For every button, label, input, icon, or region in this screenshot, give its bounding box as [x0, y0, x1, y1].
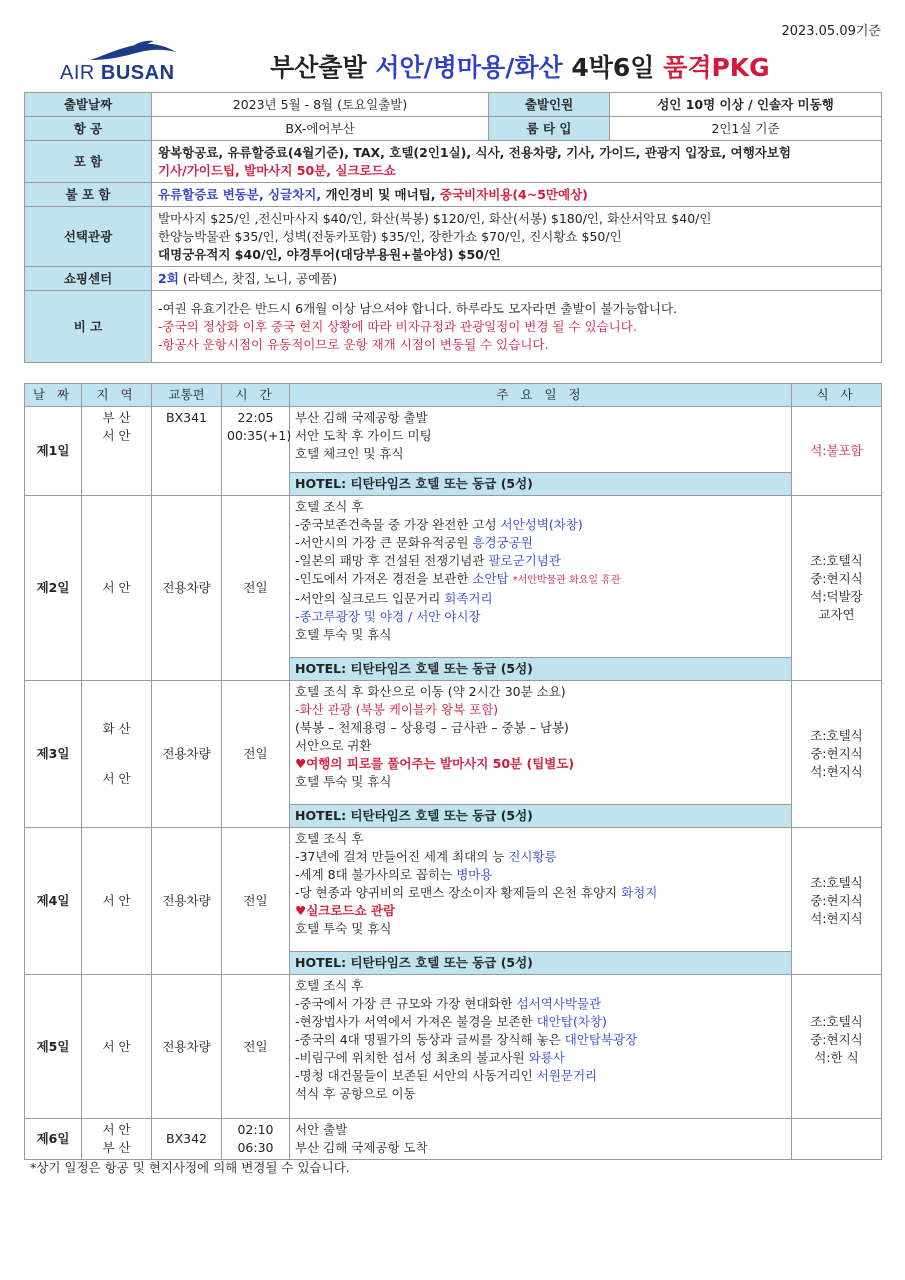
day4-line1: 호텔 조식 후 [295, 831, 364, 846]
day4-meal3: 석:현지식 [810, 911, 863, 926]
day4-time: 전일 [222, 828, 290, 975]
remark-2: -중국의 정상화 이후 중국 현지 상황에 따라 비자규정과 관광일정이 변경 될 수 있습니다. [158, 318, 637, 334]
day5-line4 [295, 1031, 786, 1049]
day4-line4b: 화청지 [621, 885, 658, 900]
day4-meal2: 중:현지식 [810, 893, 863, 908]
day4-meal [792, 828, 882, 975]
day2-line6 [295, 590, 786, 608]
optional-line3: 대명궁유적지 $40/인, 야경투어(대당부용원+불야성) $50/인 [158, 246, 501, 262]
info-table [24, 92, 882, 363]
room-type-value: 2인1실 기준 [610, 117, 882, 141]
day3-time: 전일 [222, 681, 290, 828]
departure-date-value: 2023년 5월 - 8월 (토요일출발) [152, 93, 489, 117]
day2-meal3: 석:덕발장 [810, 589, 863, 604]
included-line1: 왕복항공료, 유류할증료(4월기준), TAX, 호텔(2인1실), 식사, 전용차량, 기사, 가이드, 관광지 입장료, 여행자보험 [158, 144, 791, 160]
day4-line3b: 병마용 [456, 867, 493, 882]
day2-line7: -종고루광장 및 야경 / 서안 야시장 [295, 609, 481, 624]
logo-text [60, 62, 175, 85]
day1-region1: 부 산 [102, 410, 131, 425]
day3-region-spacer [87, 738, 146, 770]
day3-line2: -화산 관광 (북봉 케이블카 왕복 포함) [295, 702, 499, 717]
day4-line2b: 진시황릉 [508, 849, 557, 864]
day5-region: 서 안 [82, 975, 152, 1119]
day3-meal1: 조:호텔식 [810, 728, 863, 743]
excluded-value [152, 183, 882, 207]
day1-time2: 00:35(+1) [227, 428, 292, 443]
day4-line6: 호텔 투숙 및 휴식 [295, 921, 392, 936]
day1-region [82, 407, 152, 496]
day2-line5b: 소안탑 [472, 571, 509, 586]
remark-3: -항공사 운항시점이 유동적이므로 운항 재개 시점이 변동될 수 있습니다. [158, 336, 549, 352]
day5-transport: 전용차량 [152, 975, 222, 1119]
day6-region1: 서 안 [102, 1122, 131, 1137]
day3-transport: 전용차량 [152, 681, 222, 828]
day6-time1: 02:10 [237, 1122, 274, 1137]
day4-line4a: -당 현종과 양귀비의 로맨스 장소이자 황제들의 온천 휴양지 [295, 885, 622, 900]
day2-label: 제2일 [25, 496, 82, 681]
header-region: 지 역 [82, 384, 152, 407]
header-itinerary: 주 요 일 정 [290, 384, 792, 407]
day4-label: 제4일 [25, 828, 82, 975]
header-date: 날 짜 [25, 384, 82, 407]
day4-line3a: -세계 8대 불가사의로 꼽히는 [295, 867, 457, 882]
day3-line1: 호텔 조식 후 화산으로 이동 (약 2시간 30분 소요) [295, 684, 566, 699]
logo-busan: BUSAN [100, 62, 175, 84]
excluded-part1: 유류할증료 변동분, 싱글차지, [158, 186, 322, 202]
day4-region: 서 안 [82, 828, 152, 975]
day3-hotel: HOTEL: 티탄타임즈 호텔 또는 동급 (5성) [290, 805, 792, 828]
shopping-label: 쇼핑센터 [25, 267, 152, 291]
day4-line2 [295, 848, 786, 866]
day5-line6 [295, 1067, 786, 1085]
day6-meal [792, 1119, 882, 1160]
day2-line5 [295, 570, 786, 590]
departure-people-value: 성인 10명 이상 / 인솔자 미동행 [610, 93, 882, 117]
day5-label: 제5일 [25, 975, 82, 1119]
shopping-value [152, 267, 882, 291]
day6-line2: 부산 김해 국제공항 도착 [295, 1140, 428, 1155]
day4-hotel: HOTEL: 티탄타임즈 호텔 또는 동급 (5성) [290, 952, 792, 975]
header-time: 시 간 [222, 384, 290, 407]
day2-line5a: -인도에서 가져온 경전을 보관한 [295, 571, 473, 586]
day6-region [82, 1119, 152, 1160]
day4-meal1: 조:호텔식 [810, 875, 863, 890]
date-basis: 2023.05.09기준 [781, 24, 881, 39]
day5-meal3: 석:한 식 [814, 1050, 859, 1065]
day2-itinerary [290, 496, 792, 658]
departure-date-label: 출발날짜 [25, 93, 152, 117]
day2-region: 서 안 [82, 496, 152, 681]
day5-line7: 석식 후 공항으로 이동 [295, 1086, 416, 1101]
day5-line5 [295, 1049, 786, 1067]
day6-region2: 부 산 [102, 1140, 131, 1155]
day5-itinerary [290, 975, 792, 1119]
day1-line1: 부산 김해 국제공항 출발 [295, 410, 428, 425]
day3-line3: (북봉 – 천제용령 – 상용령 – 금사관 – 중봉 – 남봉) [295, 720, 569, 735]
day1-line3: 호텔 체크인 및 휴식 [295, 446, 404, 461]
day2-line2a: -중국보존건축물 중 가장 완전한 고성 [295, 517, 501, 532]
remarks-value [152, 291, 882, 363]
day2-line3a: -서안시의 가장 큰 문화유적공원 [295, 535, 473, 550]
header-meal: 식 사 [792, 384, 882, 407]
title-part4: 품격PKG [663, 53, 770, 82]
optional-line1: 발마사지 $25/인 ,전신마사지 $40/인, 화산(북봉) $120/인, 화산(서봉) $180/인, 화산서악묘 $40/인 [158, 210, 712, 226]
day1-region2: 서 안 [102, 428, 131, 443]
day2-line6b: 회족거리 [444, 591, 493, 606]
day2-line4 [295, 552, 786, 570]
day2-line6a: -서안의 실크로드 입문거리 [295, 591, 445, 606]
shopping-detail: (라텍스, 찻집, 노니, 공예품) [182, 270, 338, 286]
day3-label: 제3일 [25, 681, 82, 828]
included-label: 포 함 [25, 141, 152, 183]
optional-line2: 한양능박물관 $35/인, 성벽(전동카포함) $35/인, 장한가쇼 $70/인, 진시황쇼 $50/인 [158, 228, 622, 244]
day2-meal [792, 496, 882, 681]
airline-value: BX-에어부산 [152, 117, 489, 141]
day5-line2b: 섬서역사박물관 [516, 996, 602, 1011]
day3-line5: ♥여행의 피로를 풀어주는 발마사지 50분 (팁별도) [295, 756, 575, 771]
day5-line6b: 서원문거리 [536, 1068, 598, 1083]
airline-label: 항 공 [25, 117, 152, 141]
day2-line2b: 서안성벽(차창) [500, 517, 583, 532]
day5-line6a: -명청 대건물들이 보존된 서안의 사동거리인 [295, 1068, 537, 1083]
day5-line2 [295, 995, 786, 1013]
day6-label: 제6일 [25, 1119, 82, 1160]
included-value [152, 141, 882, 183]
day3-region1: 화 산 [102, 721, 131, 736]
day3-meal2: 중:현지식 [810, 746, 863, 761]
day4-line5: ♥실크로드쇼 관람 [295, 903, 396, 918]
day4-line4 [295, 884, 786, 902]
logo-air: AIR [60, 62, 95, 84]
day2-time: 전일 [222, 496, 290, 681]
day4-transport: 전용차량 [152, 828, 222, 975]
shopping-count: 2회 [158, 270, 179, 286]
day6-itinerary [290, 1119, 792, 1160]
day3-itinerary [290, 681, 792, 805]
day4-line3 [295, 866, 786, 884]
excluded-part2: 개인경비 및 매너팁, [325, 186, 436, 202]
day2-transport: 전용차량 [152, 496, 222, 681]
day5-line2a: -중국에서 가장 큰 규모와 가장 현대화한 [295, 996, 517, 1011]
day2-line3 [295, 534, 786, 552]
day1-time [222, 407, 290, 496]
day2-meal1: 조:호텔식 [810, 553, 863, 568]
optional-value [152, 207, 882, 267]
day1-time1: 22:05 [237, 410, 274, 425]
day1-itinerary [290, 407, 792, 473]
title-part3: 4박6일 [571, 53, 655, 82]
day1-line2: 서안 도착 후 가이드 미팅 [295, 428, 432, 443]
day3-meal3: 석:현지식 [810, 764, 863, 779]
day2-line3b: 흥경궁공원 [472, 535, 533, 550]
day2-line4b: 팔로군기념관 [488, 553, 561, 568]
excluded-part3: 중국비자비용(4~5만예상) [439, 186, 588, 202]
day1-hotel: HOTEL: 티탄타임즈 호텔 또는 동급 (5성) [290, 473, 792, 496]
page-title [270, 48, 770, 84]
optional-label: 선택관광 [25, 207, 152, 267]
day5-line1: 호텔 조식 후 [295, 978, 364, 993]
day5-meal2: 중:현지식 [810, 1032, 863, 1047]
day5-line3 [295, 1013, 786, 1031]
day2-line1: 호텔 조식 후 [295, 499, 364, 514]
air-busan-logo [58, 40, 188, 86]
schedule-table [24, 383, 882, 1160]
day6-time [222, 1119, 290, 1160]
day6-time2: 06:30 [237, 1140, 274, 1155]
day1-label: 제1일 [25, 407, 82, 496]
day5-line5b: 와룡사 [528, 1050, 565, 1065]
day3-line6: 호텔 투숙 및 휴식 [295, 774, 392, 789]
footer-note: *상기 일정은 항공 및 현지사정에 의해 변경될 수 있습니다. [30, 1160, 350, 1175]
day1-meal: 석:불포함 [792, 407, 882, 496]
day5-time: 전일 [222, 975, 290, 1119]
day5-line4a: -중국의 4대 명필가의 동상과 글씨를 장식해 놓은 [295, 1032, 565, 1047]
day6-line1: 서안 출발 [295, 1122, 348, 1137]
day2-hotel: HOTEL: 티탄타임즈 호텔 또는 동급 (5성) [290, 658, 792, 681]
day5-line5a: -비림구에 위치한 섬서 성 최초의 불교사원 [295, 1050, 529, 1065]
day3-region [82, 681, 152, 828]
day1-transport: BX341 [152, 407, 222, 496]
day2-line2 [295, 516, 786, 534]
day5-line3b: 대안탑(차창) [536, 1014, 607, 1029]
day2-line4a: -일본의 패망 후 건설된 전쟁기념관 [295, 553, 489, 568]
day2-meal2: 중:현지식 [810, 571, 863, 586]
day4-line2a: -37년에 걸쳐 만들어진 세계 최대의 능 [295, 849, 509, 864]
included-line2: 기사/가이드팁, 발마사지 50분, 실크로드쇼 [158, 162, 396, 178]
day3-region2: 서 안 [102, 771, 131, 786]
remarks-label: 비 고 [25, 291, 152, 363]
day2-meal4: 교자연 [818, 607, 855, 622]
excluded-label: 불 포 함 [25, 183, 152, 207]
day3-line4: 서안으로 귀환 [295, 738, 372, 753]
day2-line8: 호텔 투숙 및 휴식 [295, 627, 392, 642]
day2-line5c: *서안박물관 화요일 휴관 [512, 575, 621, 586]
room-type-label: 룸 타 입 [489, 117, 610, 141]
departure-people-label: 출발인원 [489, 93, 610, 117]
day5-line4b: 대안탑북광장 [564, 1032, 638, 1047]
remark-1: -여권 유효기간은 반드시 6개월 이상 남으셔야 합니다. 하루라도 모자라면 출발이 불가능합니다. [158, 300, 677, 316]
day5-line3a: -현장법사가 서역에서 가져온 불경을 보존한 [295, 1014, 537, 1029]
day3-meal [792, 681, 882, 828]
day5-meal [792, 975, 882, 1119]
title-part1: 부산출발 [270, 53, 367, 82]
bird-icon [88, 40, 178, 64]
title-part2: 서안/병마용/화산 [375, 53, 563, 82]
day4-itinerary [290, 828, 792, 952]
day5-meal1: 조:호텔식 [810, 1014, 863, 1029]
day6-transport: BX342 [152, 1119, 222, 1160]
header-transport: 교통편 [152, 384, 222, 407]
